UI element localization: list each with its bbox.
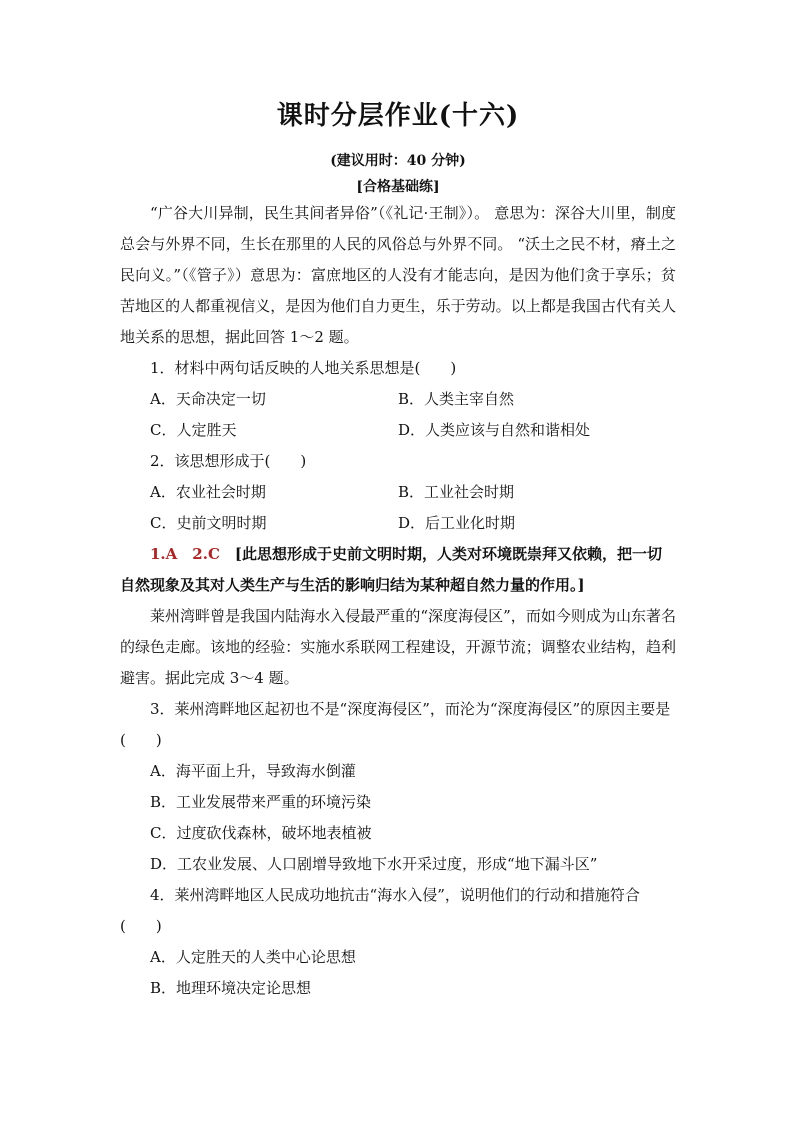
question-1-options-row-1 xyxy=(120,384,676,415)
option-3b: B．工业发展带来严重的环境污染 xyxy=(150,793,372,811)
option-1b: B．人类主宰自然 xyxy=(398,390,515,408)
answer-key: 1.A 2.C xyxy=(150,545,220,563)
question-2-options-row-2 xyxy=(120,508,676,539)
option-4b: B．地理环境决定论思想 xyxy=(150,979,312,997)
option-2a: A．农业社会时期 xyxy=(150,483,266,501)
option-3a: A．海平面上升，导致海水倒灌 xyxy=(150,762,356,780)
option-2c: C．史前文明时期 xyxy=(150,514,267,532)
option-1d: D．人类应该与自然和谐相处 xyxy=(398,421,591,439)
option-2b: B．工业社会时期 xyxy=(398,483,515,501)
question-2-stem: 2．该思想形成于( ) xyxy=(150,452,307,470)
option-3d: D．工农业发展、人口剧增导致地下水开采过度，形成“地下漏斗区” xyxy=(150,855,598,873)
answer-explanation: [此思想形成于史前文明时期，人类对环境既崇拜又依赖，把一切自然现象及其对人类生产与生活的影响归结为某种超自然力量的作用。] xyxy=(120,545,663,594)
question-4-stem-line-1: 4．莱州湾畔地区人民成功地抗击“海水入侵”，说明他们的行动和措施符合 xyxy=(150,886,640,904)
material-1: “广谷大川异制，民生其间者异俗”（《礼记·王制》）。 意思为：深谷大川里，制度总会与外界不同，生长在那里的人民的风俗总与外界不同。 “沃土之民不材，瘠土之民向义。”（《管子》）意思为：富庶地区的人没有才能志向，是因为他们贪于享乐；贫苦地区的人都重视信义，是因为他们自力更生，乐于劳动。以上都是我国古代有关人地关系的思想，据此回答 1～2 题。 xyxy=(120,204,676,346)
section-heading: [合格基础练] xyxy=(356,179,440,195)
question-3-stem: 3．莱州湾畔地区起初也不是“深度海侵区”，而沦为“深度海侵区”的原因主要是( ) xyxy=(120,700,671,749)
option-2d: D．后工业化时期 xyxy=(398,514,516,532)
option-4a: A．人定胜天的人类中心论思想 xyxy=(150,948,356,966)
material-2: 莱州湾畔曾是我国内陆海水入侵最严重的“深度海侵区”，而如今则成为山东著名的绿色走廊。该地的经验：实施水系联网工程建设，开源节流；调整农业结构，趋利避害。据此完成 3～4 题。 xyxy=(120,607,676,687)
question-2-options-row-1 xyxy=(120,477,676,508)
question-4-stem-line-2: ( ) xyxy=(120,917,162,935)
question-1-stem: 1．材料中两句话反映的人地关系思想是( ) xyxy=(150,359,457,377)
option-1c: C．人定胜天 xyxy=(150,421,237,439)
question-1-options-row-2 xyxy=(120,415,676,446)
document-page xyxy=(120,96,676,1004)
option-3c: C．过度砍伐森林，破坏地表植被 xyxy=(150,824,372,842)
page-title: 课时分层作业(十六) xyxy=(276,101,520,131)
time-hint: (建议用时：40 分钟) xyxy=(330,153,466,169)
option-1a: A．天命决定一切 xyxy=(150,390,266,408)
answer-1-2 xyxy=(120,539,676,601)
